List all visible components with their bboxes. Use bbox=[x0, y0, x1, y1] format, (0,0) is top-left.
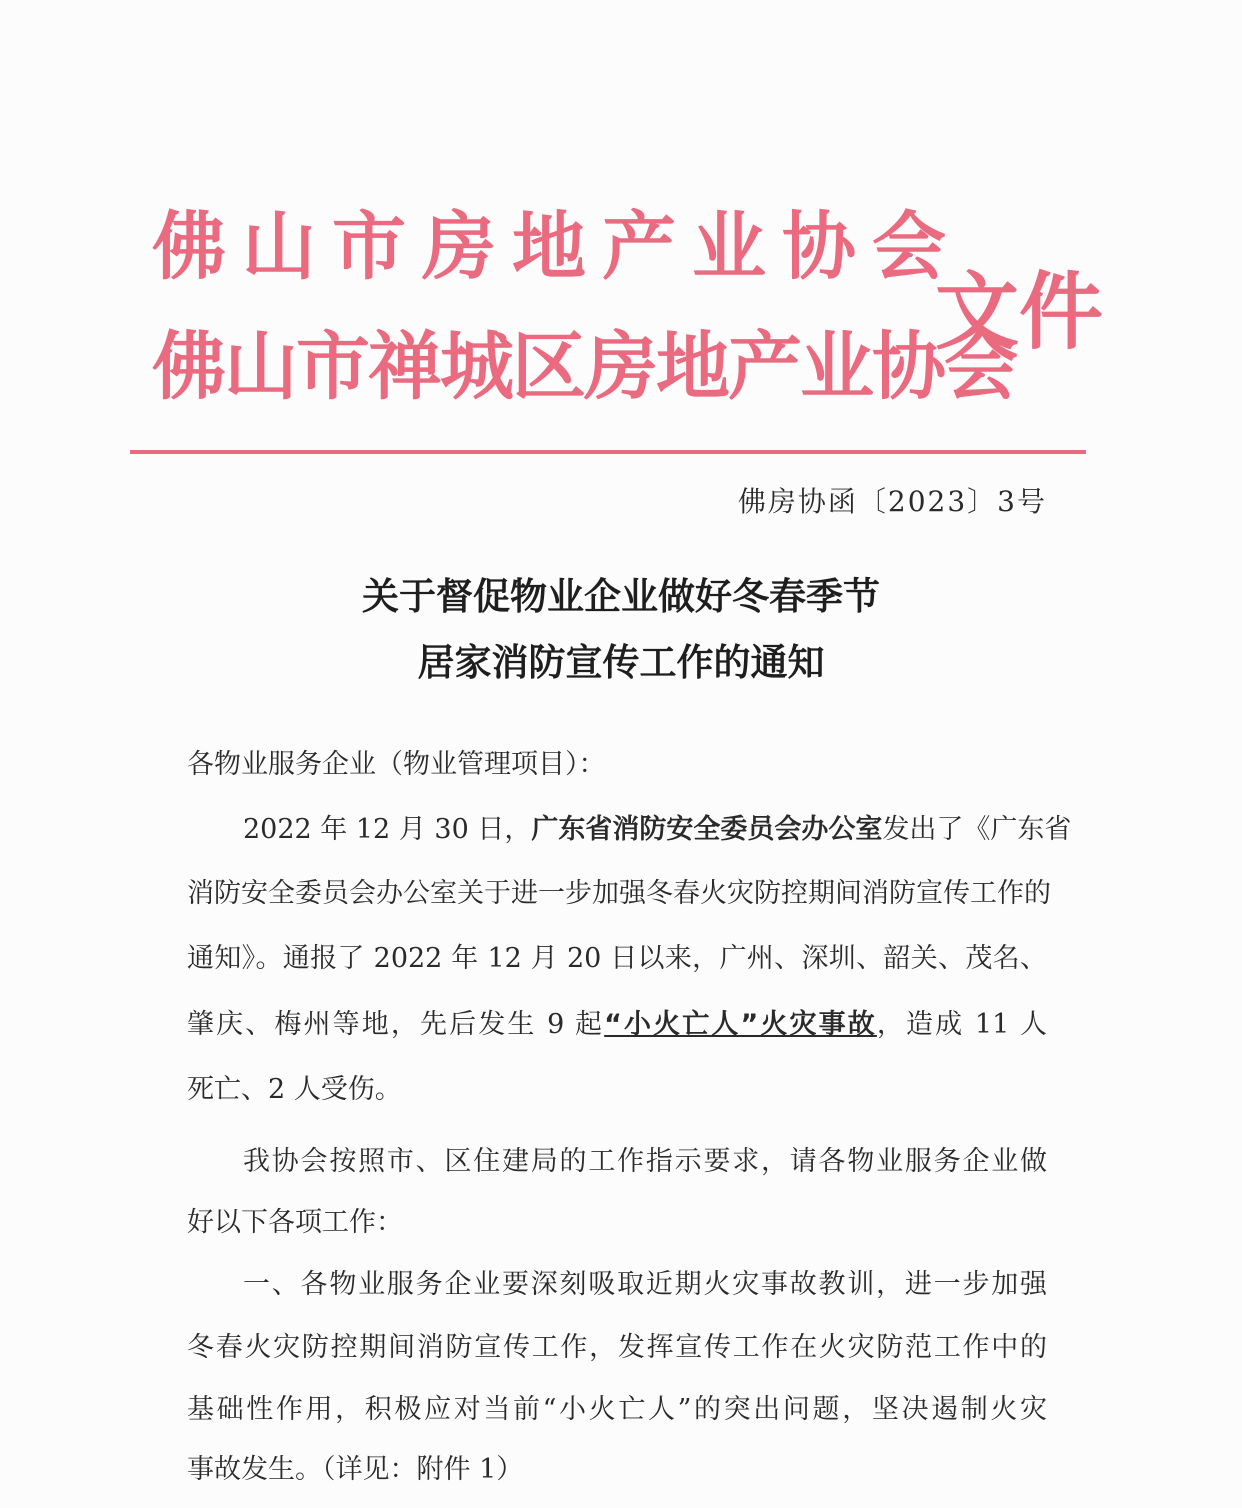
document-number: 佛房协函〔2023〕3号 bbox=[737, 485, 1047, 518]
body-line: 事故发生。（详见：附件 1） bbox=[187, 1454, 524, 1485]
issuer-name-2: 佛山市禅城区房地产业协会 bbox=[152, 324, 1016, 410]
issuer-emphasis: 广东省消防安全委员会办公室 bbox=[531, 814, 883, 845]
text: ，造成 11 人 bbox=[876, 1009, 1047, 1040]
body-line: 好以下各项工作： bbox=[187, 1207, 403, 1238]
underlined-emphasis: “小火亡人”火灾事故 bbox=[604, 1009, 877, 1040]
text: 肇庆、梅州等地，先后发生 9 起 bbox=[187, 1009, 605, 1040]
body-line: 我协会按照市、区住建局的工作指示要求，请各物业服务企业做 bbox=[243, 1146, 1047, 1177]
body-line bbox=[243, 810, 1072, 850]
salutation: 各物业服务企业（物业管理项目）： bbox=[187, 749, 606, 780]
document-type-label: 文件 bbox=[935, 262, 1104, 361]
body-line: 基础性作用，积极应对当前“小火亡人”的突出问题，坚决遏制火灾 bbox=[187, 1394, 1047, 1425]
text: 发出了《广东省 bbox=[882, 814, 1072, 845]
text: 2022 年 12 月 30 日， bbox=[243, 814, 532, 845]
body-line: 冬春火灾防控期间消防宣传工作，发挥宣传工作在火灾防范工作中的 bbox=[187, 1332, 1047, 1363]
body-line: 通知》。通报了 2022 年 12 月 20 日以来，广州、深圳、韶关、茂名、 bbox=[187, 943, 1047, 974]
body-line bbox=[187, 1005, 1047, 1045]
issuer-name-1: 佛山市房地产业协会 bbox=[152, 204, 962, 290]
header-divider bbox=[130, 450, 1086, 454]
body-line: 一、各物业服务企业要深刻吸取近期火灾事故教训，进一步加强 bbox=[243, 1269, 1047, 1300]
document-title-line-2: 居家消防宣传工作的通知 bbox=[417, 641, 825, 684]
document-title-line-1: 关于督促物业企业做好冬春季节 bbox=[362, 575, 880, 618]
body-line: 死亡、2 人受伤。 bbox=[187, 1074, 402, 1105]
body-line: 消防安全委员会办公室关于进一步加强冬春火灾防控期间消防宣传工作的 bbox=[187, 878, 1051, 909]
